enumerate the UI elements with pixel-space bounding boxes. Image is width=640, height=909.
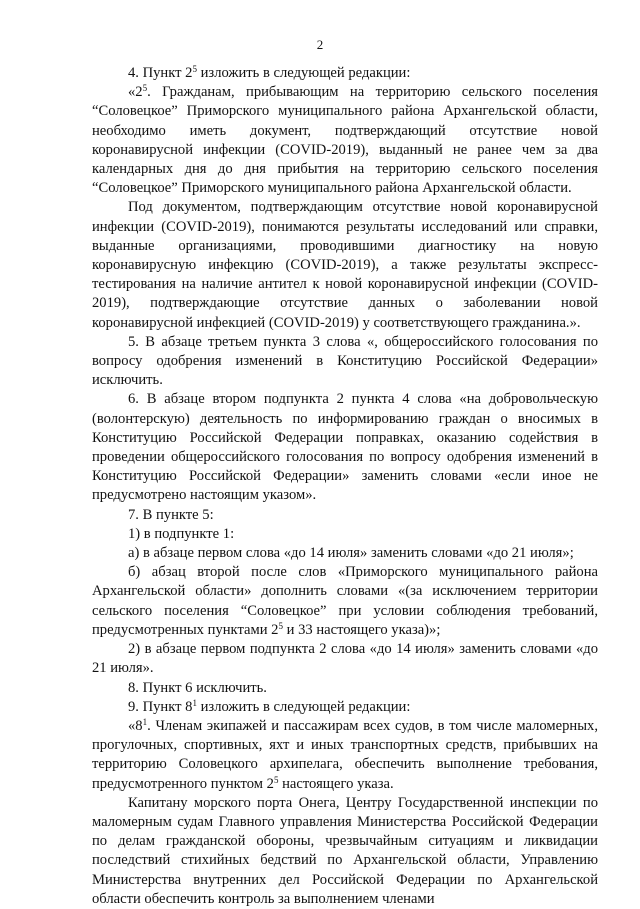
paragraph-item-7-1-a: а) в абзаце первом слова «до 14 июля» заменить словами «до 21 июля»; <box>128 545 574 562</box>
paragraph-item-6: 6. В абзаце втором подпункта 2 пункта 4 слова «на добровольческую (волонтерскую) деятельность по информированию граждан о вносимых в Конституцию Российской Федерации поправках, оказанию содействия в проведении общероссийского голосования по вопросу одобрения изменений в Конституцию Российской Федерации» заменить словами «если иное не предусмотрено настоящим указом». <box>92 391 598 504</box>
paragraph-item-2-5-quote: «$2^5$. Гражданам, прибывающим на территорию сельского поселения “Соловецкое” Приморского муниципального района Архангельской области, необходимо иметь документ, подтверждающий отсутствие новой коронавирусной инфекции (COVID-2019), выданный не ранее чем за два календарных дня до дня прибытия на территорию сельского поселения “Соловецкое” Приморского муниципального района Архангельской области. <box>92 83 598 197</box>
paragraph-item-8-1-quote: «$8^1$. Членам экипажей и пассажирам всех судов, в том числе маломерных, прогулочных, спортивных, яхт и иных транспортных средств, прибывших на территорию Соловецкого архипелага, обеспечить выполнение требования, предусмотренного пунктом $2^5$ настоящего указа. <box>92 716 598 792</box>
paragraph-port-captain: Капитану морского порта Онега, Центру Государственной инспекции по маломерным судам Главного управления Министерства Российской Федерации по делам гражданской обороны, чрезвычайным ситуациям и ликвидации последствий стихийных бедствий по Архангельской области, Управлению Министерства внутренних дел Российской Федерации по Архангельской области обеспечить контроль за выполнением членами <box>92 794 598 907</box>
paragraph-item-5: 5. В абзаце третьем пункта 3 слова «, общероссийского голосования по вопросу одобрения изменений в Конституцию Российской Федерации» исключить. <box>92 333 598 389</box>
page-number: 2 <box>316 37 324 52</box>
paragraph-item-7-1: 1) в подпункте 1: <box>128 525 235 542</box>
paragraph-document-definition: Под документом, подтверждающим отсутствие новой коронавирусной инфекции (COVID-2019), понимаются результаты исследований или справки, выданные организациями, проводившими диагностику на новую коронавирусную инфекцию (COVID-2019), а также результаты экспресс-тестирования на наличие антител к новой коронавирусной инфекции (COVID-2019), подтверждающие отсутствие данных о заболевании новой коронавирусной инфекцией (COVID-2019) у соответствующего гражданина.». <box>92 199 598 331</box>
paragraph-item-7-1-b: б) абзац второй после слов «Приморского муниципального района Архангельской области» дополнить словами «(за исключением территории сельского поселения “Соловецкое” при условии соблюдения требований, предусмотренных пунктами $2^5$ и 33 настоящего указа)»; <box>92 564 598 638</box>
paragraph-item-9: 9. Пункт $8^1$ изложить в следующей редакции: <box>128 697 411 715</box>
document-body <box>92 64 598 909</box>
paragraph-item-7: 7. В пункте 5: <box>128 506 214 523</box>
paragraph-item-7-2: 2) в абзаце первом подпункта 2 слова «до 14 июля» заменить словами «до 21 июля». <box>92 641 598 677</box>
paragraph-item-4: 4. Пункт $2^5$ изложить в следующей редакции: <box>128 64 411 81</box>
paragraph-item-8: 8. Пункт 6 исключить. <box>128 679 267 696</box>
